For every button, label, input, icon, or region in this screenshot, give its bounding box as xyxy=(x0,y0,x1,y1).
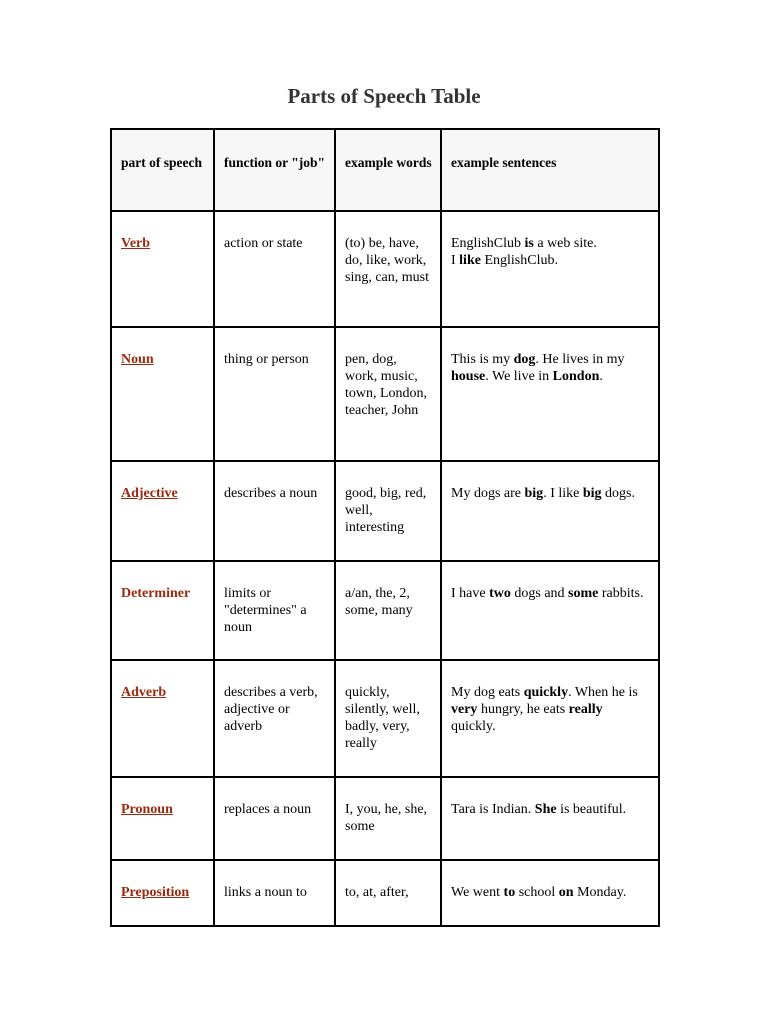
table-row xyxy=(111,461,659,561)
part-of-speech-cell xyxy=(111,561,214,660)
highlighted-word: on xyxy=(558,885,574,900)
sentence-text: is beautiful. xyxy=(556,802,627,817)
part-of-speech-cell xyxy=(111,860,214,926)
example-sentences-cell xyxy=(441,327,659,461)
example-words-cell: good, big, red, well, interesting xyxy=(335,461,441,561)
part-of-speech-link[interactable]: Adjective xyxy=(121,486,178,501)
highlighted-word: She xyxy=(534,802,557,817)
header-example-sentences: example sentences xyxy=(441,129,659,211)
sentence-line xyxy=(451,684,650,735)
example-sentences-cell xyxy=(441,211,659,327)
part-of-speech-label: Determiner xyxy=(121,586,191,601)
sentence-text: I xyxy=(451,253,460,268)
example-words-cell: pen, dog, work, music, town, London, teacher, John xyxy=(335,327,441,461)
function-cell: action or state xyxy=(214,211,335,327)
sentence-line xyxy=(451,585,650,602)
function-cell: links a noun to xyxy=(214,860,335,926)
table-row xyxy=(111,561,659,660)
page-title: Parts of Speech Table xyxy=(287,84,481,108)
header-example-words: example words xyxy=(335,129,441,211)
highlighted-word: really xyxy=(568,702,603,717)
sentence-text: dogs. xyxy=(601,486,635,501)
sentence-text: . We live in xyxy=(485,369,553,384)
sentence-text: Monday. xyxy=(573,885,627,900)
example-words-cell: (to) be, have, do, like, work, sing, can, must xyxy=(335,211,441,327)
sentence-text: EnglishClub xyxy=(451,236,525,251)
sentence-text: rabbits. xyxy=(598,586,644,601)
table-row xyxy=(111,211,659,327)
part-of-speech-cell xyxy=(111,461,214,561)
function-cell: thing or person xyxy=(214,327,335,461)
part-of-speech-cell xyxy=(111,777,214,860)
highlighted-word: house xyxy=(451,369,486,384)
highlighted-word: big xyxy=(582,486,602,501)
sentence-text: I have xyxy=(451,586,490,601)
example-sentences-cell xyxy=(441,860,659,926)
highlighted-word: big xyxy=(524,486,544,501)
sentence-text: . He lives in my xyxy=(535,352,625,367)
table-row xyxy=(111,860,659,926)
table-row xyxy=(111,660,659,777)
highlighted-word: is xyxy=(524,236,534,251)
part-of-speech-link[interactable]: Adverb xyxy=(121,685,167,700)
table-header-row xyxy=(111,129,659,211)
header-part-of-speech: part of speech xyxy=(111,129,214,211)
highlighted-word: London xyxy=(552,369,600,384)
table-body xyxy=(111,211,659,926)
part-of-speech-link[interactable]: Verb xyxy=(121,236,151,251)
function-cell: replaces a noun xyxy=(214,777,335,860)
example-sentences-cell xyxy=(441,561,659,660)
highlighted-word: quickly xyxy=(523,685,569,700)
function-cell: describes a noun xyxy=(214,461,335,561)
table-row xyxy=(111,327,659,461)
sentence-line xyxy=(451,801,650,818)
sentence-text: . When he is xyxy=(568,685,638,700)
sentence-text: We went xyxy=(451,885,504,900)
example-words-cell: I, you, he, she, some xyxy=(335,777,441,860)
sentence-text: dogs and xyxy=(510,586,569,601)
highlighted-word: dog xyxy=(513,352,536,367)
sentence-text: This is my xyxy=(451,352,514,367)
function-cell: describes a verb, adjective or adverb xyxy=(214,660,335,777)
example-words-cell: a/an, the, 2, some, many xyxy=(335,561,441,660)
highlighted-word: two xyxy=(489,586,511,601)
sentence-line xyxy=(451,252,650,269)
parts-of-speech-table xyxy=(110,128,660,927)
sentence-line xyxy=(451,884,650,901)
example-sentences-cell xyxy=(441,777,659,860)
sentence-text: . xyxy=(599,369,603,384)
sentence-text: My dog eats xyxy=(451,685,524,700)
example-words-cell: to, at, after, xyxy=(335,860,441,926)
highlighted-word: very xyxy=(451,702,478,717)
part-of-speech-cell xyxy=(111,327,214,461)
sentence-text: . I like xyxy=(543,486,583,501)
sentence-text: Tara is Indian. xyxy=(451,802,535,817)
part-of-speech-link[interactable]: Noun xyxy=(121,352,154,367)
example-sentences-cell xyxy=(441,660,659,777)
header-function: function or "job" xyxy=(214,129,335,211)
example-sentences-cell xyxy=(441,461,659,561)
sentence-line xyxy=(451,351,650,385)
sentence-line xyxy=(451,485,650,502)
sentence-text: EnglishClub. xyxy=(480,253,558,268)
sentence-text: a web site. xyxy=(533,236,597,251)
highlighted-word: some xyxy=(568,586,599,601)
sentence-text: school xyxy=(515,885,559,900)
highlighted-word: like xyxy=(459,253,481,268)
sentence-text: My dogs are xyxy=(451,486,525,501)
table-row xyxy=(111,777,659,860)
sentence-text: hungry, he eats xyxy=(477,702,569,717)
sentence-text: quickly. xyxy=(451,719,496,734)
highlighted-word: to xyxy=(503,885,516,900)
part-of-speech-link[interactable]: Preposition xyxy=(121,885,190,900)
function-cell: limits or "determines" a noun xyxy=(214,561,335,660)
part-of-speech-cell xyxy=(111,660,214,777)
part-of-speech-cell xyxy=(111,211,214,327)
example-words-cell: quickly, silently, well, badly, very, really xyxy=(335,660,441,777)
sentence-line xyxy=(451,235,650,252)
part-of-speech-link[interactable]: Pronoun xyxy=(121,802,173,817)
